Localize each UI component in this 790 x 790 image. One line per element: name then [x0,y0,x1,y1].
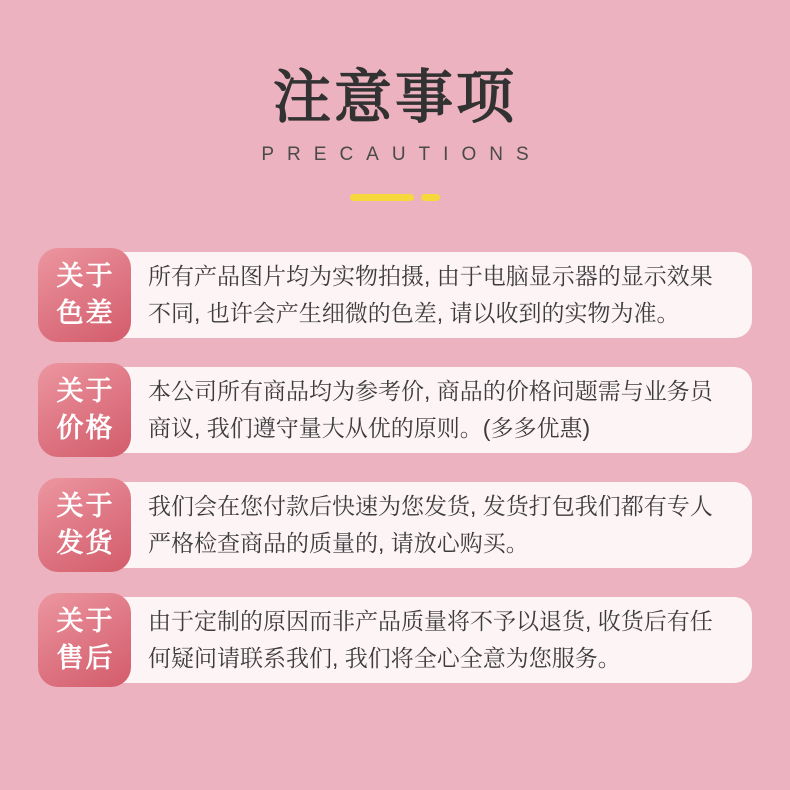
card-text [148,367,734,453]
badge-label-line1: 关于 [56,376,115,406]
badge-label-line1: 关于 [56,491,115,521]
badge-label-line2: 发货 [56,528,115,558]
badge-label-line1: 关于 [56,261,115,291]
card-text [148,252,734,338]
card-text-content: 我们会在您付款后快速为您发货, 发货打包我们都有专人严格检查商品的质量的, 请放心购买。 [148,493,713,556]
page-subtitle: PRECAUTIONS [261,144,542,165]
page-title: 注意事项 [272,65,517,130]
badge-shipping [38,478,131,572]
card-text-content: 所有产品图片均为实物拍摄, 由于电脑显示器的显示效果不同, 也许会产生细微的色差, 请以收到的实物为准。 [148,263,713,326]
card-after-sales [38,595,752,685]
badge-price [38,363,131,457]
badge-after-sales [38,593,131,687]
card-shipping [38,480,752,570]
badge-label-line1: 关于 [56,606,115,636]
card-text [148,597,734,683]
title-underline [0,194,790,201]
card-text [148,482,734,568]
card-price [38,365,752,455]
card-text-content: 由于定制的原因而非产品质量将不予以退货, 收货后有任何疑问请联系我们, 我们将全心全意为您服务。 [148,608,713,671]
precaution-cards [38,250,752,710]
title-underline-short-bar [421,194,440,201]
badge-label-line2: 价格 [56,413,115,443]
badge-label-line2: 色差 [56,298,115,328]
card-text-content: 本公司所有商品均为参考价, 商品的价格问题需与业务员商议, 我们遵守量大从优的原则。(多多优惠) [148,378,713,441]
card-color-difference [38,250,752,340]
badge-color-difference [38,248,131,342]
title-underline-long-bar [350,194,414,201]
page-header [0,0,790,201]
badge-label-line2: 售后 [56,643,115,673]
